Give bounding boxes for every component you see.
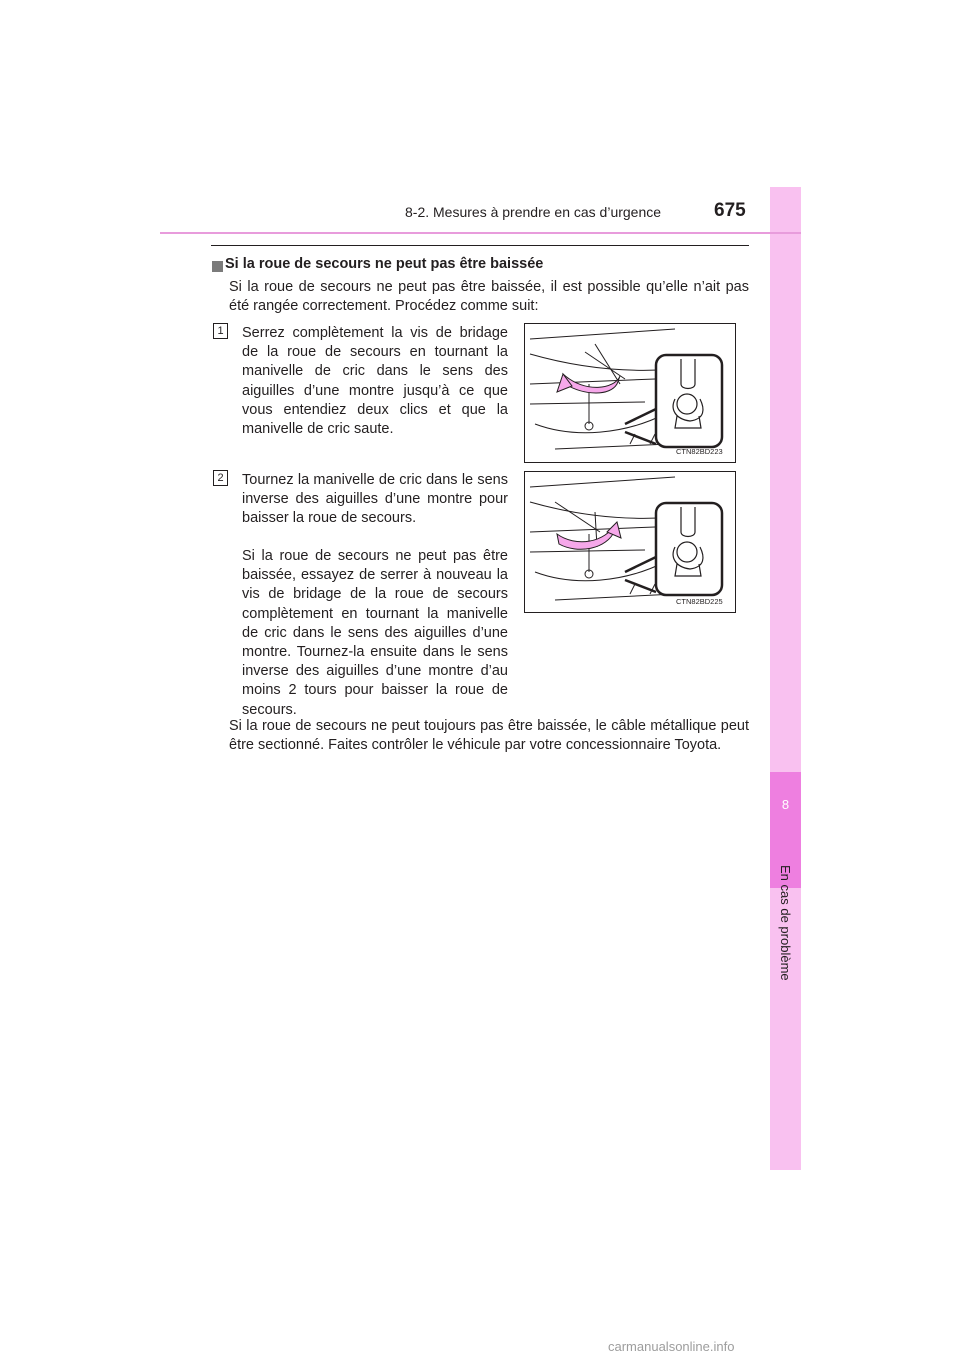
intro-paragraph: Si la roue de secours ne peut pas être baissée, il est possible qu’elle n’ait pas été rangée correctement. Procédez comme suit: xyxy=(229,279,749,315)
step-number-badge: 1 xyxy=(213,323,228,339)
step-2-illustration xyxy=(524,471,736,613)
square-bullet-icon xyxy=(212,261,223,272)
watermark-text: carmanualsonline.info xyxy=(608,1339,735,1354)
step-2-note: Si la roue de secours ne peut pas être baissée, essayez de serrer à nouveau la vis de bridage de la roue de secours complètement en tournant la manivelle de cric dans le sens des aiguilles d’une montre. Tournez-la ensuite dans le sens inverse des aiguilles d’une montre d’au moins 2 tours pour baisser la roue de secours. xyxy=(242,548,508,718)
section-heading: Si la roue de secours ne peut pas être baissée xyxy=(225,256,544,272)
step-1-text: Serrez complètement la vis de bridage de la roue de secours en tournant la manivelle de cric dans le sens des aiguilles d’une montre jusqu’à ce que vous entendiez deux clics et que la manivelle de cric saute. xyxy=(242,325,508,438)
chapter-label: En cas de problème xyxy=(778,865,793,981)
page-number: 675 xyxy=(714,200,746,221)
step-number-badge: 2 xyxy=(213,470,228,486)
step-2-text: Tournez la manivelle de cric dans le sens inverse des aiguilles d’une montre pour baisser la roue de secours. xyxy=(242,472,508,527)
section-rule xyxy=(211,245,749,246)
chapter-number: 8 xyxy=(781,797,790,812)
header-title: 8-2. Mesures à prendre en cas d’urgence xyxy=(405,204,662,220)
step-1-illustration xyxy=(524,323,736,463)
header-rule xyxy=(160,232,801,234)
figure-code: CTN82BD225 xyxy=(676,597,723,606)
figure-code: CTN82BD223 xyxy=(676,447,723,456)
side-tab-strip xyxy=(770,187,801,1170)
closing-paragraph: Si la roue de secours ne peut toujours pas être baissée, le câble métallique peut être sectionné. Faites contrôler le véhicule par votre concessionnaire Toyota. xyxy=(229,718,749,754)
